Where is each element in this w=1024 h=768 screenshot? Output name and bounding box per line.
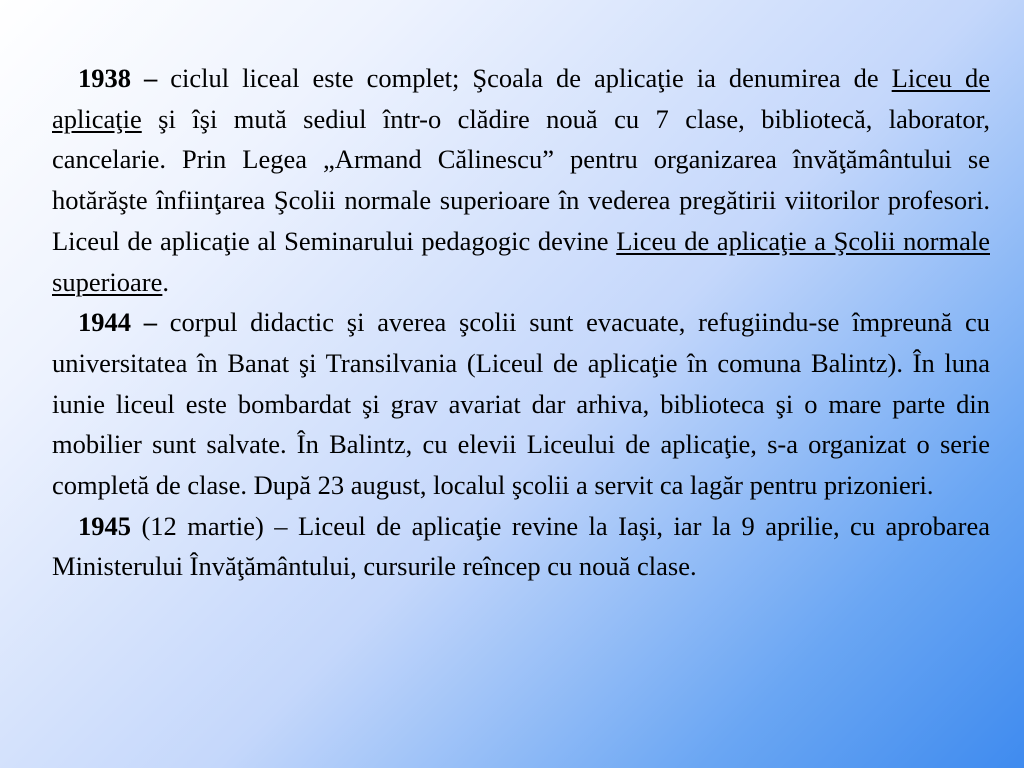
paragraph-1938	[52, 58, 990, 302]
underlined-liceu-de-aplicatie: Liceu de aplicaţie	[52, 63, 990, 134]
year-1938: 1938 –	[78, 63, 158, 93]
year-1945: 1945	[78, 510, 131, 541]
paragraph-1945-text: (12 martie) – Liceul de aplicaţie revine la Iaşi, iar la 9 aprilie, cu aprobarea Ministerului Învăţământului, cursurile reîncep cu nouă clase.	[52, 510, 990, 582]
year-1944: 1944 –	[78, 307, 157, 338]
underlined-liceu-scoala-normala: Liceu de aplicaţie a Şcolii normale superioare	[52, 225, 990, 297]
paragraph-1944-text: corpul didactic şi averea şcolii sunt evacuate, refugiindu-se împreună cu universitatea în Banat şi Transilvania (Liceul de aplicaţie în comuna Balintz). În luna iunie liceul este bombardat şi grav avariat dar arhiva, biblioteca şi o mare parte din mobilier sunt salvate. În Balintz, cu elevii Liceului de aplicaţie, s-a organizat o serie completă de clase. După 23 august, localul şcolii a servit ca lagăr pentru prizonieri.	[52, 307, 990, 501]
paragraph-1938-text-part3: .	[162, 266, 169, 297]
paragraph-1938-text-part2: şi îşi mută sediul într-o clădire nouă cu 7 clase, bibliotecă, laborator, cancelarie. Prin Legea „Armand Călinescu” pentru organizarea învăţământului se hotărăşte înfiinţarea Şcolii normale superioare în vederea pregătirii viitorilor profesori. Liceul de aplicaţie al Seminarului pedagogic devine	[52, 103, 990, 256]
paragraph-1938-text-part1: ciclul liceal este complet; Şcoala de aplicaţie ia denumirea de	[157, 63, 892, 93]
slide-text-body	[52, 58, 990, 587]
paragraph-1945	[52, 506, 990, 587]
paragraph-1944	[52, 302, 990, 506]
